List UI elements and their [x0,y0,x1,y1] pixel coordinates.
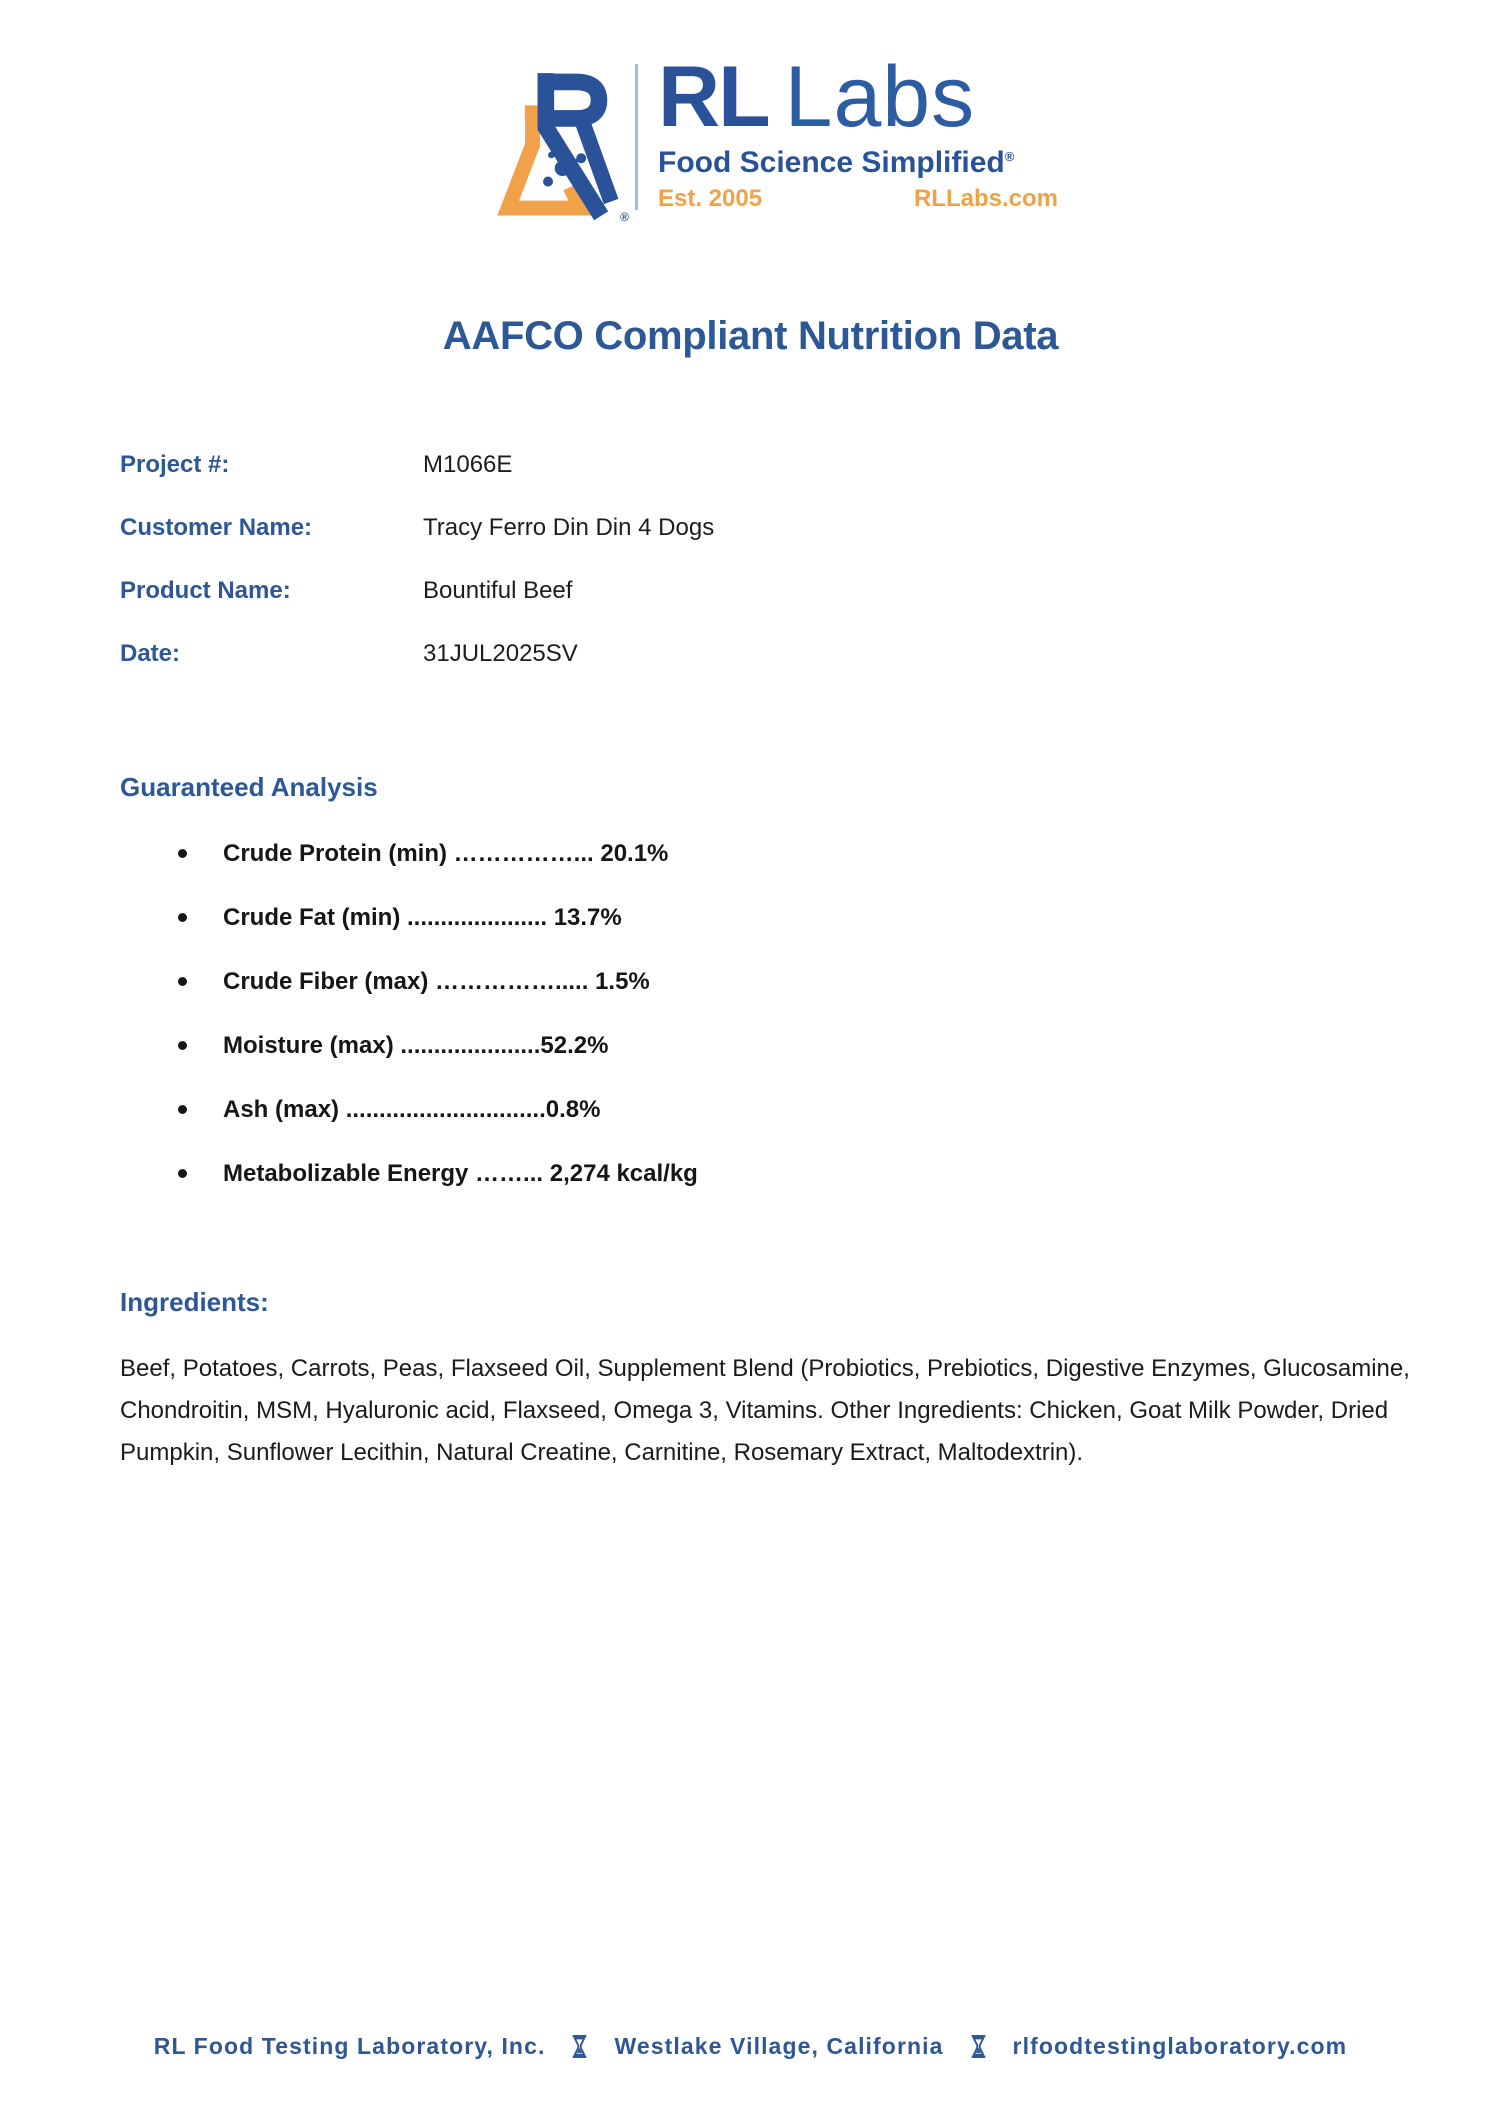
project-info [120,450,714,669]
footer-location: Westlake Village, California [614,2033,944,2059]
customer-name-value: Tracy Ferro Din Din 4 Dogs [423,514,715,541]
product-name-value: Bountiful Beef [423,577,573,604]
project-number-value: M1066E [423,451,513,478]
brand-name [658,49,1058,145]
footer-website: rlfoodtestinglaboratory.com [1012,2033,1348,2059]
list-item-crude-fiber: Crude Fiber (max) ……………..... 1.5% [176,968,698,996]
page-title: AAFCO Compliant Nutrition Data [442,314,1059,358]
rl-labs-logo [497,49,1058,228]
ingredients-heading: Ingredients: [120,1287,269,1317]
product-name-label: Product Name: [120,577,291,604]
hourglass-icon [970,2034,987,2059]
logo-bottom-row [658,185,1058,213]
list-item-moisture: Moisture (max) .....................52.2% [176,1032,698,1060]
logo-website: RLLabs.com [913,185,1058,213]
date-label: Date: [120,640,181,667]
logo-registered-mark: ® [620,210,629,224]
logo-wordmark [658,49,1058,213]
logo-divider [635,64,638,210]
customer-name-label: Customer Name: [120,514,313,541]
list-item-crude-fat: Crude Fat (min) ..................... 13.7% [176,904,698,932]
list-item-crude-protein: Crude Protein (min) ……………... 20.1% [176,840,698,868]
ingredients-paragraph: Beef, Potatoes, Carrots, Peas, Flaxseed Oil, Supplement Blend (Probiotics, Prebiotics, Digestive Enzymes, Glucosamine, Chondroitin, MSM, Hyaluronic acid, Flaxseed, Omega 3, Vitamins. Other Ingredients: Chicken, Goat Milk Powder, Dried Pumpkin, Sunflower Lecithin, Natural Creatine, Carnitine, Rosemary Extract, Maltodextrin). [120,1355,1410,1466]
guaranteed-analysis-list [176,840,698,1224]
flask-r-logo-icon [497,62,629,228]
established-year: Est. 2005 [658,185,763,213]
tagline-registered-mark: ® [1004,149,1015,165]
project-number-label: Project #: [120,451,230,478]
brand-tagline: Food Science Simplified® [658,146,1015,180]
list-item-metabolizable-energy: Metabolizable Energy ……... 2,274 kcal/kg [176,1160,698,1188]
brand-labs: Labs [784,49,976,145]
footer-company: RL Food Testing Laboratory, Inc. [153,2033,546,2059]
hourglass-icon [571,2034,588,2059]
guaranteed-analysis-heading: Guaranteed Analysis [120,772,378,802]
date-value: 31JUL2025SV [423,640,578,667]
page-footer [0,2033,1501,2060]
list-item-ash: Ash (max) ..............................0.8% [176,1096,698,1124]
brand-rl: RL [658,49,769,145]
